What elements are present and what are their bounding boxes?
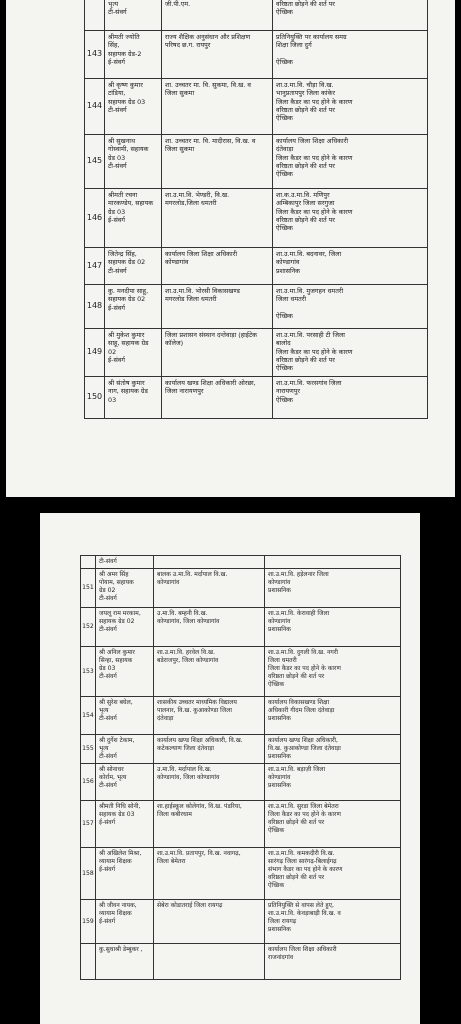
transfer-table-page-2 — [80, 555, 401, 980]
serial-number-cell: 151 — [81, 569, 96, 608]
new-posting-cell: कार्यालय विकासखण्ड शिक्षा अधिकारी गीदम जिला दंतेवाड़ा प्रशासनिक — [265, 697, 401, 735]
table-row — [85, 377, 428, 419]
new-posting-cell: शा.उ.मा.वि. चौड़ा वि.ख. भानुप्रतापपुर जिला कांकेर जिला कैडर का पद होने के कारण वरिष्ठता छोड़ने की शर्त पर ऐच्छिक — [273, 79, 428, 135]
current-posting-cell: उ.मा.वि. मर्दापाल वि.ख. कोण्डागांव, जिला कोण्डागांव — [154, 764, 265, 801]
serial-number-cell: 153 — [81, 647, 96, 697]
serial-number-cell: 147 — [85, 248, 105, 285]
serial-number-cell: 143 — [85, 31, 105, 79]
serial-number-cell: 155 — [81, 735, 96, 764]
serial-number-cell: 152 — [81, 608, 96, 647]
employee-name-cell: श्री अखिलेश मिश्रा, व्यायाम शिक्षक ई-संवर्ग — [96, 848, 154, 900]
new-posting-cell: शा.उ.मा.वि. हड़ेलनार जिला कोण्डागांव प्रशासनिक — [265, 569, 401, 608]
table-row — [81, 697, 401, 735]
new-posting-cell: वरिष्ठता छोड़ने की शर्त पर ऐच्छिक — [273, 0, 428, 31]
document-page-1 — [6, 0, 455, 497]
table-row — [85, 248, 428, 285]
current-posting-cell: कार्यालय जिला शिक्षा अधिकारी कोण्डागांव — [162, 248, 273, 285]
current-posting-cell: जी.पी.एम. — [162, 0, 273, 31]
new-posting-cell: प्रतिनियुक्ति पर कार्यालय समग्र शिक्षा जिला दुर्ग ऐच्छिक — [273, 31, 428, 79]
serial-number-cell: 150 — [85, 377, 105, 419]
employee-name-cell: श्री दुर्गेश टेकाम, भृत्य टी-संवर्ग — [96, 735, 154, 764]
table-row — [85, 285, 428, 329]
current-posting-cell — [154, 944, 265, 980]
current-posting-cell: उ.मा.वि. बम्हनी वि.ख. कोण्डागांव, जिला कोण्डागांव — [154, 608, 265, 647]
current-posting-cell: शा. उच्चतर मा. वि. मादीरास, वि.ख. व जिला सुकमा — [162, 135, 273, 189]
employee-name-cell: श्रीमती रचना मारकण्डेय, सहायक ग्रेड 03 ई-संवर्ग — [105, 189, 162, 248]
table-row — [81, 801, 401, 848]
document-page-2 — [40, 513, 420, 1024]
serial-number-cell: 158 — [81, 848, 96, 900]
serial-number-cell: 154 — [81, 697, 96, 735]
employee-name-cell: श्री अमर सिंह पोयाम, सहायक ग्रेड 02 टी-संवर्ग — [96, 569, 154, 608]
serial-number-cell: 146 — [85, 189, 105, 248]
table-row — [81, 556, 401, 569]
serial-number-cell — [85, 0, 105, 31]
serial-number-cell — [81, 944, 96, 980]
table-row — [81, 944, 401, 980]
current-posting-cell: शा.उ.मा.वि. भेण्डरी, वि.ख. मगरलोड,जिला धमतरी — [162, 189, 273, 248]
new-posting-cell: शा.उ.मा.वि. मुजगहन धमतरी जिला धमतरी ऐच्छिक — [273, 285, 428, 329]
current-posting-cell: राज्य शैक्षिक अनुसंधान और प्रशिक्षण परिषद छ.ग. रायपुर — [162, 31, 273, 79]
serial-number-cell: 149 — [85, 329, 105, 377]
serial-number-cell: 145 — [85, 135, 105, 189]
table-row — [81, 608, 401, 647]
employee-name-cell: कु. मनदीपा साहू, सहायक ग्रेड 02 ई-संवर्ग — [105, 285, 162, 329]
new-posting-cell: शा.उ.मा.वि. परसाही टी जिला बालोद जिला कैडर का पद होने के कारण वरिष्ठता छोड़ने की शर्त पर ऐच्छिक — [273, 329, 428, 377]
current-posting-cell: शा.हाईस्कूल कोलेगांव, वि.ख. पंडरिया, जिला कबीरधाम — [154, 801, 265, 848]
current-posting-cell: कार्यालय खण्ड शिक्षा अधिकारी ओरछा, जिला नारायणपुर — [162, 377, 273, 419]
new-posting-cell: शा.उ.मा.वि. फरसगांव जिला नारायणपुर ऐच्छिक — [273, 377, 428, 419]
employee-name-cell: जितेन्द्र सिंह, सहायक ग्रेड 02 टी-संवर्ग — [105, 248, 162, 285]
serial-number-cell: 148 — [85, 285, 105, 329]
table-row — [81, 735, 401, 764]
table-row — [81, 764, 401, 801]
current-posting-cell: शा. उच्चतर मा. वि. सुकमा, वि.ख. व जिला सुकमा — [162, 79, 273, 135]
new-posting-cell: शा.उ.मा.वि. दुगली वि.ख. नगरी जिला धमतरी जिला कैडर का पद होने के कारण वरिष्ठता छोड़ने की शर्त पर ऐच्छिक — [265, 647, 401, 697]
employee-name-cell: श्री कृष्ण कुमार टांडिया, सहायक ग्रेड 03 टी-संवर्ग — [105, 79, 162, 135]
serial-number-cell — [81, 556, 96, 569]
current-posting-cell: शासकीय उच्चतर माध्यमिक विद्यालय पालनार, वि.ख. कुआकोण्डा जिला दंतेवाड़ा — [154, 697, 265, 735]
current-posting-cell: बालक उ.मा.वि. मर्दापाल वि.ख. कोण्डागांव — [154, 569, 265, 608]
table-row — [85, 31, 428, 79]
new-posting-cell: शा.क.उ.मा.वि. मणिपुर अम्बिकापुर जिला सरगुजा जिला कैडर का पद होने के कारण वरिष्ठता छोड़ने की शर्त पर ऐच्छिक — [273, 189, 428, 248]
current-posting-cell: कार्यालय खण्ड शिक्षा अधिकारी, वि.ख. कटेकल्याण जिला दंतेवाड़ा — [154, 735, 265, 764]
employee-name-cell: श्रीमती ज्योति सिंह, सहायक ग्रेड-2 ई-संवर्ग — [105, 31, 162, 79]
serial-number-cell: 157 — [81, 801, 96, 848]
new-posting-cell: कार्यालय जिला शिक्षा अधिकारी दंतेवाड़ा जिला कैडर का पद होने के कारण वरिष्ठता छोड़ने की शर्त पर ऐच्छिक — [273, 135, 428, 189]
table-row — [81, 647, 401, 697]
new-posting-cell — [265, 556, 401, 569]
table-row — [85, 189, 428, 248]
new-posting-cell: कार्यालय जिला शिक्षा अधिकारी राजनांदगांव — [265, 944, 401, 980]
employee-name-cell: टी-संवर्ग — [96, 556, 154, 569]
current-posting-cell: शा.उ.मा.वि. हरवेल वि.ख. बडेराजपुर, जिला कोण्डागांव — [154, 647, 265, 697]
employee-name-cell: जयलू राम मरकाम, सहायक ग्रेड 02 टी-संवर्ग — [96, 608, 154, 647]
new-posting-cell: कार्यालय खण्ड शिक्षा अधिकारी, वि.ख. कुआकोण्डा जिला दंतेवाड़ा प्रशासनिक — [265, 735, 401, 764]
table-row — [85, 135, 428, 189]
employee-name-cell: श्री संतोष कुमार नाग, सहायक ग्रेड 03 — [105, 377, 162, 419]
current-posting-cell — [154, 556, 265, 569]
new-posting-cell: प्रतिनियुक्ति से वापस लेते हुए, शा.उ.मा.वि. केवड़ाबाड़ी वि.ख. व जिला रायगढ़ प्रशासनिक — [265, 900, 401, 944]
serial-number-cell: 144 — [85, 79, 105, 135]
current-posting-cell: शा.उ.मा.वि. प्रतापपुर, वि.ख. नवागढ़, जिला बेमेतरा — [154, 848, 265, 900]
transfer-table-page-1 — [84, 0, 428, 419]
table-row — [81, 569, 401, 608]
employee-name-cell: श्री जीवन नायक, व्यायाम शिक्षक ई-संवर्ग — [96, 900, 154, 944]
employee-name-cell: श्री अनिल कुमार सिन्हा, सहायक ग्रेड 03 टी-संवर्ग — [96, 647, 154, 697]
table-row — [81, 900, 401, 944]
new-posting-cell: शा.उ.मा.वि. बड़ाज़ी जिला कोण्डागांव प्रशासनिक — [265, 764, 401, 801]
employee-name-cell: कु.सुधाश्री डेम्बुकर , — [96, 944, 154, 980]
current-posting-cell: सेबेरा कोडातराई जिला रायगढ़ — [154, 900, 265, 944]
table-row — [85, 329, 428, 377]
serial-number-cell: 159 — [81, 900, 96, 944]
employee-name-cell: श्री मुकेश कुमार साहू, सहायक ग्रेड 02 ई-संवर्ग — [105, 329, 162, 377]
employee-name-cell: श्री सोनाधर कोर्राम, भृत्य टी-संवर्ग — [96, 764, 154, 801]
new-posting-cell: शा.उ.मा.वि. कमकदीरी वि.ख. सारंगढ़ जिला सारंगढ़-बिलाईगढ़ संभाग कैडर का पद होने के कारण वरिष्ठता छोड़ने की शर्त पर ऐच्छिक — [265, 848, 401, 900]
new-posting-cell: शा.उ.मा.वि. केरावाही जिला कोण्डागांव प्रशासनिक — [265, 608, 401, 647]
table-row — [85, 0, 428, 31]
table-row — [85, 79, 428, 135]
employee-name-cell: भृत्य टी-संवर्ग — [105, 0, 162, 31]
new-posting-cell: शा.उ.मा.वि. सुरडा जिला बेमेतरा जिला कैडर का पद होने के कारण वरिष्ठता छोड़ने की शर्त पर ऐच्छिक — [265, 801, 401, 848]
employee-name-cell: श्री सुखनाथ गोस्वामी, सहायक ग्रेड 03 टी-संवर्ग — [105, 135, 162, 189]
table-row — [81, 848, 401, 900]
employee-name-cell: श्री सुरेश बघेल, भृत्य टी-संवर्ग — [96, 697, 154, 735]
new-posting-cell: शा.उ.मा.वि. बदनावर, जिला कोण्डागांव प्रशासनिक — [273, 248, 428, 285]
employee-name-cell: श्रीमती निधि सोनी, सहायक ग्रेड 03 ई-संवर्ग — [96, 801, 154, 848]
serial-number-cell: 156 — [81, 764, 96, 801]
current-posting-cell: शा.उ.मा.वि. भोरसी विकासखण्ड मगरलोड जिला धमतरी — [162, 285, 273, 329]
current-posting-cell: जिला प्रशासन संस्थान दन्तेवाड़ा (हाईटेक कॉलेज) — [162, 329, 273, 377]
